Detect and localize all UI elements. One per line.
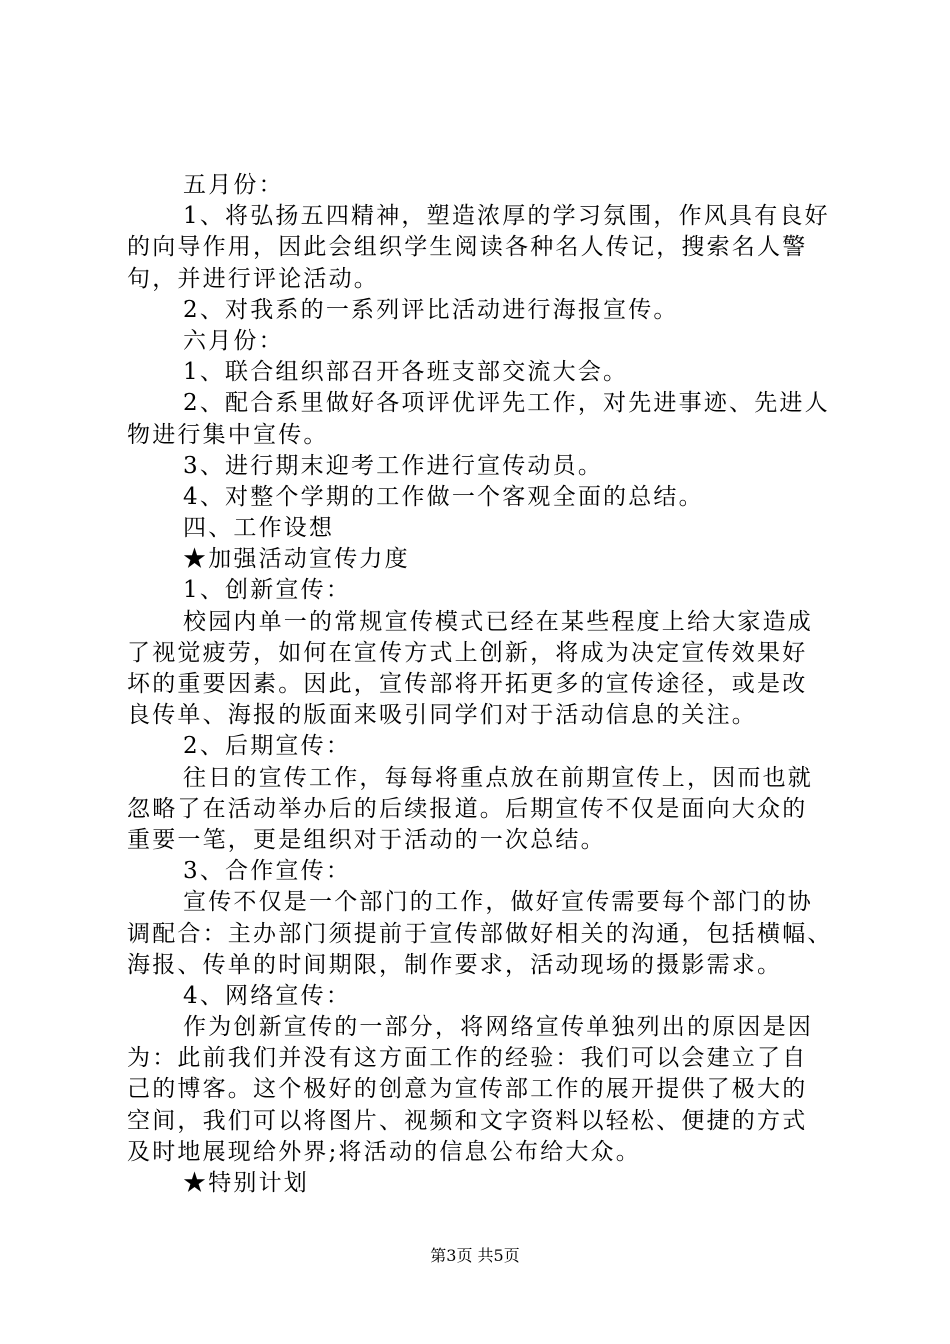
text-line: 四、工作设想 [183,515,335,542]
text-line: 1、创新宣传： [183,577,352,604]
text-line: 己的博客。这个极好的创意为宣传部工作的展开提供了极大的 [127,1076,808,1103]
text-line: 句，并进行评论活动。 [127,265,379,292]
text-line: 六月份： [183,327,284,354]
document-body [127,170,832,1199]
page-footer: 第3页 共5页 [430,1246,520,1265]
text-line: 4、网络宣传： [183,982,352,1009]
text-line: 宣传不仅是一个部门的工作，做好宣传需要每个部门的协 [183,889,813,916]
text-line: 了视觉疲劳，如何在宣传方式上创新，将成为决定宣传效果好 [127,639,808,666]
text-line: 1、将弘扬五四精神，塑造浓厚的学习氛围，作风具有良好 [183,203,830,230]
text-line: 3、合作宣传： [183,858,352,885]
text-line: 2、后期宣传： [183,733,352,760]
text-line: 为：此前我们并没有这方面工作的经验：我们可以会建立了自 [127,1045,808,1072]
text-line: 2、对我系的一系列评比活动进行海报宣传。 [183,296,679,323]
text-line: 物进行集中宣传。 [127,421,329,448]
text-line: ★加强活动宣传力度 [183,546,410,573]
text-line: 及时地展现给外界;将活动的信息公布给大众。 [127,1138,641,1165]
text-line: 校园内单一的常规宣传模式已经在某些程度上给大家造成 [183,608,813,635]
text-line: 忽略了在活动举办后的后续报道。后期宣传不仅是面向大众的 [127,795,808,822]
text-line: 五月份： [183,172,284,198]
text-line: 海报、传单的时间期限，制作要求，活动现场的摄影需求。 [127,951,783,978]
text-line: ★特别计划 [183,1170,309,1196]
text-line: 4、对整个学期的工作做一个客观全面的总结。 [183,483,704,510]
text-line: 良传单、海报的版面来吸引同学们对于活动信息的关注。 [127,702,757,729]
text-line: 空间，我们可以将图片、视频和文字资料以轻松、便捷的方式 [127,1107,808,1134]
text-line: 往日的宣传工作，每每将重点放在前期宣传上，因而也就 [183,764,813,791]
text-line: 作为创新宣传的一部分，将网络宣传单独列出的原因是因 [183,1014,813,1041]
text-line: 3、进行期末迎考工作进行宣传动员。 [183,452,604,479]
text-line: 2、配合系里做好各项评优评先工作，对先进事迹、先进人 [183,390,830,417]
text-line: 坏的重要因素。因此，宣传部将开拓更多的宣传途径，或是改 [127,671,808,697]
text-line: 调配合：主办部门须提前于宣传部做好相关的沟通，包括横幅、 [127,920,833,947]
text-line: 1、联合组织部召开各班支部交流大会。 [183,359,629,386]
text-line: 的向导作用，因此会组织学生阅读各种名人传记，搜索名人警 [127,234,808,261]
text-line: 重要一笔，更是组织对于活动的一次总结。 [127,826,606,853]
